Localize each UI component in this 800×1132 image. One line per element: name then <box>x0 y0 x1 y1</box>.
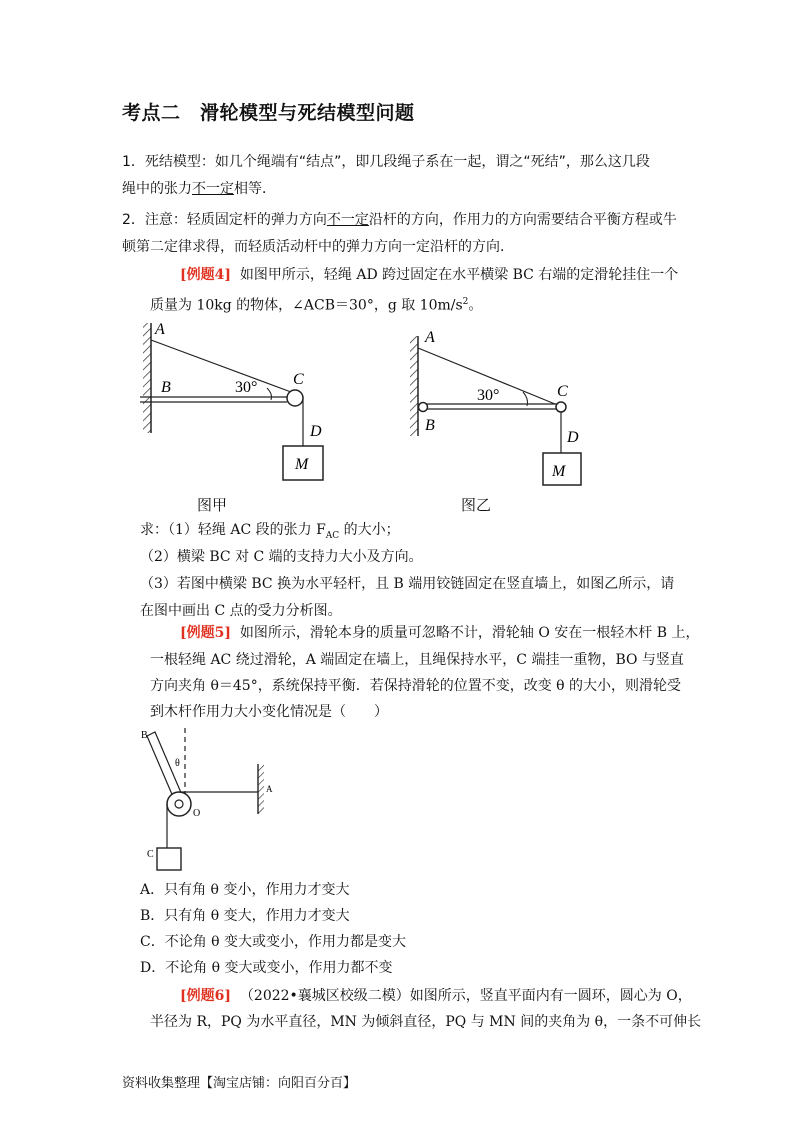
label-c: C <box>147 849 154 860</box>
text-segment: （2022•襄城区校级二模）如图所示，竖直平面内有一圆环，圆心为 O， <box>239 988 692 1004</box>
example4-line1 <box>180 265 678 285</box>
figure-yi <box>405 322 605 492</box>
question-3-line2: 在图中画出 C 点的受力分析图。 <box>140 603 342 619</box>
option-a: A．只有角 θ 变小，作用力才变大 <box>140 882 350 898</box>
label-o: O <box>193 808 201 819</box>
text-segment: 求：（1）轻绳 AC 段的张力 F <box>140 522 326 538</box>
wall-hatch <box>258 764 264 814</box>
label-b: B <box>141 730 148 741</box>
label-b: B <box>425 417 435 434</box>
pulley <box>287 390 303 406</box>
example4-tag: [例题4] <box>180 267 231 283</box>
pulley-axle <box>175 800 183 808</box>
label-b: B <box>161 379 171 396</box>
angle-arc <box>267 388 272 400</box>
deadknot-definition-line2 <box>122 179 276 199</box>
figure-yi-caption: 图乙 <box>461 496 492 514</box>
text-segment: 的大小； <box>339 522 400 538</box>
option-b: B．只有角 θ 变大，作用力才变大 <box>140 908 350 924</box>
point-c <box>556 402 566 412</box>
example6-line2: 半径为 R，PQ 为水平直径，MN 为倾斜直径，PQ 与 MN 间的夹角为 θ，一条不可伸长 <box>150 1014 702 1030</box>
weight-block <box>157 848 181 870</box>
page-title: 考点二 滑轮模型与死结模型问题 <box>122 102 415 124</box>
option-d: D．不论角 θ 变大或变小，作用力都不变 <box>140 960 393 976</box>
example5-tag: [例题5] <box>180 625 231 641</box>
text-segment: 相等． <box>234 181 276 197</box>
hinge <box>419 403 428 412</box>
option-c: C．不论角 θ 变大或变小，作用力都是变大 <box>140 934 407 950</box>
label-c: C <box>293 371 304 388</box>
underlined-text: 不一定 <box>326 212 369 228</box>
wall-hatch <box>410 336 418 436</box>
example5-line1 <box>180 623 699 643</box>
wall-hatch <box>143 323 151 433</box>
superscript: 2 <box>462 297 469 307</box>
note-line1 <box>122 210 677 230</box>
label-a: A <box>425 329 435 346</box>
text-segment: 沿杆的方向，作用力的方向需要结合平衡方程或牛 <box>368 212 677 228</box>
example5-line4: 到木杆作用力大小变化情况是（ ） <box>150 704 388 720</box>
figure-jia-caption: 图甲 <box>197 496 228 514</box>
figure-jia <box>135 318 335 488</box>
example5-line2: 一根轻绳 AC 绕过滑轮，A 端固定在墙上，且绳保持水平，C 端挂一重物，BO 与竖直 <box>150 652 684 668</box>
question-2: （2）横梁 BC 对 C 端的支持力大小及方向。 <box>140 549 423 565</box>
example4-line2 <box>150 292 482 316</box>
footer-source: 资料收集整理【淘宝店铺：向阳百分百】 <box>122 1076 357 1091</box>
text-segment: 2．注意：轻质固定杆的弹力方向 <box>122 212 327 228</box>
question-1 <box>140 520 400 546</box>
deadknot-definition-line1: 1．死结模型：如几个绳端有“结点”，即几段绳子系在一起，谓之“死结”，那么这几段 <box>122 154 650 170</box>
note-line2: 顿第二定律求得，而轻质活动杆中的弹力方向一定沿杆的方向． <box>122 239 514 255</box>
text-segment: 绳中的张力 <box>122 181 192 197</box>
label-c: C <box>557 383 568 400</box>
figure-pulley-rod <box>135 724 275 874</box>
text-segment: 质量为 10kg 的物体，∠ACB＝30°，g 取 10m/s <box>150 297 463 314</box>
text-segment: 。 <box>468 297 483 314</box>
text-segment: 如图甲所示，轻绳 AD 跨过固定在水平横梁 BC 右端的定滑轮挂住一个 <box>239 267 679 283</box>
label-m: M <box>552 463 566 480</box>
subscript: AC <box>325 530 340 541</box>
label-theta: θ <box>175 758 180 769</box>
text-segment: 如图所示，滑轮本身的质量可忽略不计，滑轮轴 O 安在一根轻木杆 B 上， <box>239 625 700 641</box>
label-angle: 30° <box>235 379 258 396</box>
underlined-text: 不一定 <box>192 181 234 197</box>
label-a: A <box>266 784 273 794</box>
example5-line3: 方向夹角 θ＝45°，系统保持平衡．若保持滑轮的位置不变，改变 θ 的大小，则滑轮受 <box>150 678 682 694</box>
label-a: A <box>155 321 165 338</box>
label-angle: 30° <box>477 387 500 404</box>
label-m: M <box>295 456 309 473</box>
rope-ac <box>151 340 291 392</box>
label-d: D <box>567 429 579 446</box>
example6-line1 <box>180 986 692 1006</box>
label-d: D <box>310 423 322 440</box>
example6-tag: [例题6] <box>180 988 231 1004</box>
question-3-line1: （3）若图中横梁 BC 换为水平轻杆，且 B 端用铰链固定在竖直墙上，如图乙所示，请 <box>140 576 675 592</box>
